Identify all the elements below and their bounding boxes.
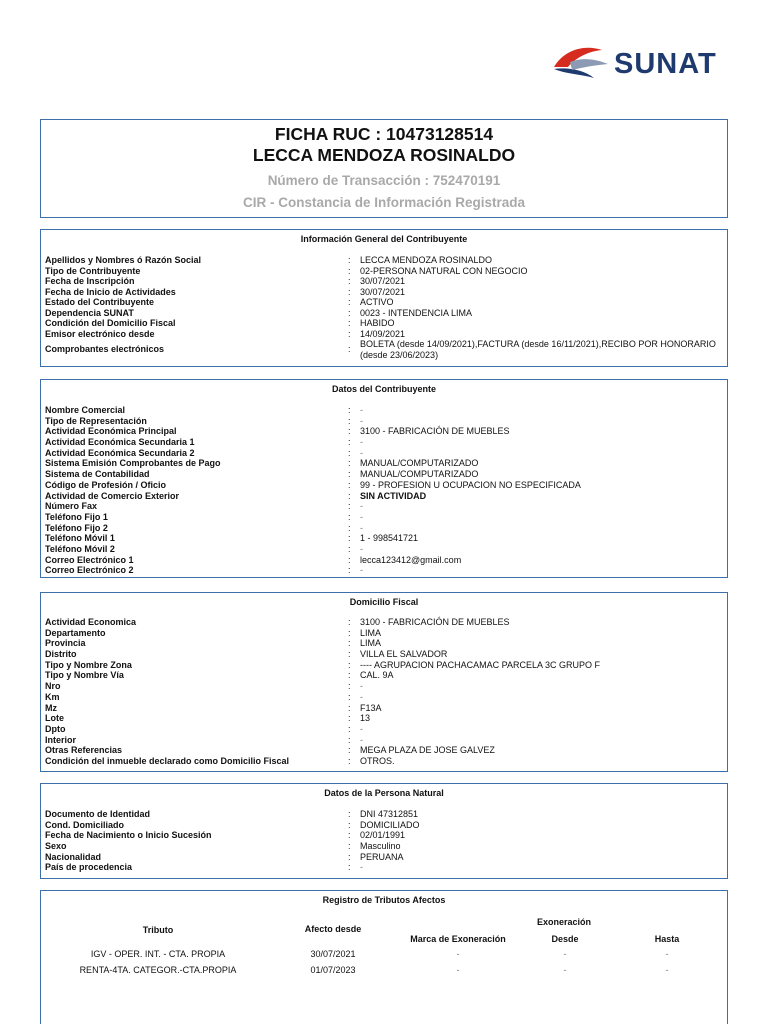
field-separator: :	[348, 437, 351, 448]
field-label: Tipo de Representación	[45, 415, 147, 426]
transaction-number: Número de Transacción : 752470191	[267, 173, 501, 188]
field-row	[45, 628, 719, 639]
field-value: MANUAL/COMPUTARIZADO	[360, 458, 479, 469]
field-row	[45, 830, 719, 841]
field-value: CAL. 9A	[360, 670, 394, 681]
field-value: 99 - PROFESION U OCUPACION NO ESPECIFICADA	[360, 479, 581, 490]
field-label: Tipo y Nombre Vía	[45, 670, 124, 681]
field-value: DNI 47312851	[360, 809, 419, 819]
field-row	[45, 862, 719, 873]
field-label: Teléfono Móvil 2	[45, 543, 115, 554]
section-tributos	[40, 890, 728, 1024]
field-label: Fecha de Inscripción	[45, 276, 135, 286]
field-separator: :	[348, 265, 351, 276]
field-row	[45, 318, 719, 329]
field-value: 02/01/1991	[360, 830, 406, 841]
field-separator: :	[348, 297, 351, 307]
field-value: 3100 - FABRICACIÓN DE MUEBLES	[360, 617, 510, 627]
field-separator: :	[348, 617, 351, 627]
section-title: Domicilio Fiscal	[349, 597, 419, 607]
field-row	[45, 480, 719, 491]
field-row	[45, 681, 719, 692]
field-value: lecca123412@gmail.com	[360, 554, 462, 565]
field-row	[45, 308, 719, 319]
field-row	[45, 405, 719, 416]
field-row	[45, 703, 719, 714]
field-label: Actividad Economica	[45, 617, 137, 627]
section-datos-contribuyente	[40, 379, 728, 578]
section-title: Datos de la Persona Natural	[324, 788, 444, 798]
field-separator: :	[348, 649, 351, 660]
td-desde: -	[563, 949, 567, 959]
field-value: -	[360, 415, 363, 426]
field-value: -	[360, 501, 363, 512]
field-separator: :	[348, 841, 351, 852]
field-row	[45, 276, 719, 287]
field-separator: :	[348, 745, 351, 756]
field-label: Dependencia SUNAT	[45, 307, 134, 318]
section-title: Información General del Contribuyente	[300, 234, 468, 244]
th-desde: Desde	[551, 934, 579, 944]
field-row	[45, 809, 719, 820]
ficha-header	[40, 119, 728, 218]
field-value: 30/07/2021	[360, 276, 406, 286]
field-separator: :	[348, 405, 351, 415]
field-row	[45, 339, 719, 360]
field-separator: :	[348, 670, 351, 681]
field-value: Masculino	[360, 841, 401, 852]
field-row	[45, 649, 719, 660]
th-hasta: Hasta	[654, 934, 680, 944]
field-row	[45, 713, 719, 724]
th-tributo: Tributo	[142, 925, 174, 935]
field-separator: :	[348, 851, 351, 862]
field-label: Teléfono Fijo 1	[45, 511, 108, 522]
field-label: Fecha de Inicio de Actividades	[45, 286, 176, 297]
field-separator: :	[348, 447, 351, 458]
field-separator: :	[348, 511, 351, 522]
field-value: 14/09/2021	[360, 328, 406, 339]
domicilio-fiscal-rows	[45, 617, 719, 767]
field-row	[45, 617, 719, 628]
field-separator: :	[348, 734, 351, 745]
field-label: Actividad Económica Secundaria 1	[45, 437, 195, 448]
field-separator: :	[348, 276, 351, 286]
field-label: Teléfono Fijo 2	[45, 522, 108, 533]
field-row	[45, 416, 719, 427]
field-separator: :	[348, 723, 351, 734]
field-separator: :	[348, 522, 351, 533]
field-row	[45, 426, 719, 437]
field-separator: :	[348, 479, 351, 490]
field-value: -	[360, 511, 363, 522]
section-title: Datos del Contribuyente	[331, 384, 436, 394]
field-value: -	[360, 681, 363, 692]
field-label: Teléfono Móvil 1	[45, 533, 115, 544]
field-separator: :	[348, 469, 351, 480]
field-value: MANUAL/COMPUTARIZADO	[360, 469, 479, 480]
datos-contribuyente-rows	[45, 405, 719, 576]
field-row	[45, 491, 719, 502]
td-desde: -	[563, 965, 567, 975]
info-general-rows	[45, 255, 719, 360]
field-row	[45, 297, 719, 308]
field-separator: :	[348, 543, 351, 554]
field-value: PERUANA	[360, 851, 404, 862]
field-row	[45, 692, 719, 703]
field-value: 0023 - INTENDENCIA LIMA	[360, 307, 473, 318]
td-afecto-desde: 01/07/2023	[310, 965, 356, 975]
field-value: 30/07/2021	[360, 286, 406, 297]
field-row	[45, 841, 719, 852]
field-label: Apellidos y Nombres ó Razón Social	[45, 255, 202, 265]
section-domicilio-fiscal	[40, 592, 728, 772]
field-separator: :	[348, 328, 351, 339]
field-row	[45, 670, 719, 681]
field-label: Cond. Domiciliado	[45, 819, 125, 830]
field-row	[45, 458, 719, 469]
field-value: OTROS.	[360, 755, 395, 766]
th-afecto-desde: Afecto desde	[304, 924, 362, 934]
field-label: Comprobantes electrónicos	[45, 344, 165, 354]
field-value: -	[360, 522, 363, 533]
taxpayer-name: LECCA MENDOZA ROSINALDO	[252, 145, 516, 165]
sunat-logo	[548, 40, 728, 90]
field-value: F13A	[360, 702, 382, 713]
field-value: LECCA MENDOZA ROSINALDO	[360, 255, 493, 265]
field-row	[45, 565, 719, 576]
field-label: Correo Electrónico 2	[45, 565, 134, 576]
field-label: Provincia	[45, 638, 86, 649]
field-row	[45, 287, 719, 298]
td-marca: -	[456, 949, 460, 959]
field-separator: :	[348, 307, 351, 318]
field-label: País de procedencia	[45, 862, 133, 873]
field-separator: :	[348, 458, 351, 469]
ruc-title: FICHA RUC : 10473128514	[274, 124, 494, 144]
field-row	[45, 756, 719, 767]
field-label: Lote	[45, 713, 64, 724]
section-persona-natural	[40, 783, 728, 879]
field-row	[45, 512, 719, 523]
field-separator: :	[348, 681, 351, 692]
field-label: Tipo y Nombre Zona	[45, 659, 132, 670]
field-row	[45, 255, 719, 266]
sunat-emblem-icon	[548, 40, 612, 88]
section-info-general	[40, 229, 728, 367]
field-label: Dpto	[45, 723, 66, 734]
field-label: Actividad de Comercio Exterior	[45, 490, 180, 501]
field-separator: :	[348, 533, 351, 544]
field-label: Tipo de Contribuyente	[45, 265, 141, 276]
field-label: Emisor electrónico desde	[45, 328, 155, 339]
field-separator: :	[348, 415, 351, 426]
td-marca: -	[456, 965, 460, 975]
field-separator: :	[348, 255, 351, 265]
field-label: Sistema Emisión Comprobantes de Pago	[45, 458, 221, 469]
field-row	[45, 724, 719, 735]
field-row	[45, 660, 719, 671]
field-row	[45, 469, 719, 480]
field-row	[45, 437, 719, 448]
field-separator: :	[348, 659, 351, 670]
field-separator: :	[348, 755, 351, 766]
field-label: Correo Electrónico 1	[45, 554, 134, 565]
field-value: -	[360, 437, 363, 448]
section-title: Registro de Tributos Afectos	[322, 895, 446, 905]
field-value: SIN ACTIVIDAD	[360, 490, 427, 501]
field-label: Distrito	[45, 649, 77, 660]
field-separator: :	[348, 344, 351, 354]
field-row	[45, 745, 719, 756]
field-label: Fecha de Nacimiento o Inicio Sucesión	[45, 830, 212, 841]
field-separator: :	[348, 501, 351, 512]
field-value: LIMA	[360, 638, 382, 649]
field-row	[45, 820, 719, 831]
field-value: -	[360, 723, 363, 734]
th-exoneracion: Exoneración	[536, 917, 592, 927]
field-value: -	[360, 691, 363, 702]
field-row	[45, 555, 719, 566]
field-row	[45, 523, 719, 534]
cir-subtitle: CIR - Constancia de Información Registrada	[242, 195, 526, 210]
field-row	[45, 638, 719, 649]
field-separator: :	[348, 862, 351, 873]
field-separator: :	[348, 819, 351, 830]
field-label: Condición del Domicilio Fiscal	[45, 318, 176, 328]
field-label: Otras Referencias	[45, 745, 123, 756]
field-separator: :	[348, 490, 351, 501]
field-value: ACTIVO	[360, 297, 394, 307]
field-row	[45, 501, 719, 512]
field-value: VILLA EL SALVADOR	[360, 649, 448, 660]
td-tributo: IGV - OPER. INT. - CTA. PROPIA	[90, 949, 226, 959]
td-hasta: -	[665, 965, 669, 975]
field-separator: :	[348, 554, 351, 565]
field-separator: :	[348, 627, 351, 638]
field-separator: :	[348, 830, 351, 841]
field-label: Documento de Identidad	[45, 809, 151, 819]
field-value: 3100 - FABRICACIÓN DE MUEBLES	[360, 426, 510, 437]
field-separator: :	[348, 809, 351, 819]
field-label: Condición del inmueble declarado como Domicilio Fiscal	[45, 755, 290, 766]
field-row	[45, 533, 719, 544]
field-value: -	[360, 565, 363, 576]
field-value: 1 - 998541721	[360, 533, 419, 544]
field-label: Km	[45, 691, 60, 702]
field-label: Nro	[45, 681, 61, 692]
field-value: HABIDO	[360, 318, 395, 328]
field-value: MEGA PLAZA DE JOSE GALVEZ	[360, 745, 495, 756]
field-separator: :	[348, 318, 351, 328]
field-row	[45, 735, 719, 746]
field-row	[45, 544, 719, 555]
field-label: Actividad Económica Secundaria 2	[45, 447, 195, 458]
field-separator: :	[348, 713, 351, 724]
field-value: -	[360, 734, 363, 745]
field-separator: :	[348, 691, 351, 702]
field-label: Departamento	[45, 627, 106, 638]
field-label: Sexo	[45, 841, 67, 852]
sunat-wordmark: SUNAT	[614, 48, 717, 80]
field-row	[45, 448, 719, 459]
td-tributo: RENTA-4TA. CATEGOR.-CTA.PROPIA	[79, 965, 237, 975]
field-label: Código de Profesión / Oficio	[45, 479, 167, 490]
field-value: -	[360, 405, 363, 415]
field-value: -	[360, 862, 363, 873]
field-label: Sistema de Contabilidad	[45, 469, 150, 480]
field-row	[45, 852, 719, 863]
field-label: Nombre Comercial	[45, 405, 126, 415]
field-label: Interior	[45, 734, 77, 745]
th-marca-exoneracion: Marca de Exoneración	[410, 934, 506, 944]
field-row	[45, 329, 719, 340]
field-separator: :	[348, 702, 351, 713]
field-label: Nacionalidad	[45, 851, 102, 862]
field-value: -	[360, 543, 363, 554]
td-afecto-desde: 30/07/2021	[310, 949, 356, 959]
field-separator: :	[348, 565, 351, 576]
field-label: Actividad Económica Principal	[45, 426, 177, 437]
field-label: Estado del Contribuyente	[45, 297, 155, 307]
field-value: ---- AGRUPACION PACHACAMAC PARCELA 3C GRUPO F	[360, 659, 601, 670]
field-separator: :	[348, 286, 351, 297]
persona-natural-rows	[45, 809, 719, 873]
field-value: BOLETA (desde 14/09/2021),FACTURA (desde 16/11/2021),RECIBO POR HONORARIO (desde 23/06/2023)	[360, 339, 716, 360]
field-value: LIMA	[360, 627, 382, 638]
field-value: -	[360, 447, 363, 458]
field-value: 13	[360, 713, 371, 724]
field-label: Número Fax	[45, 501, 98, 512]
field-value: 02-PERSONA NATURAL CON NEGOCIO	[360, 265, 528, 276]
td-hasta: -	[665, 949, 669, 959]
field-separator: :	[348, 638, 351, 649]
field-value: DOMICILIADO	[360, 819, 420, 830]
field-label: Mz	[45, 702, 57, 713]
field-separator: :	[348, 426, 351, 437]
field-row	[45, 266, 719, 277]
